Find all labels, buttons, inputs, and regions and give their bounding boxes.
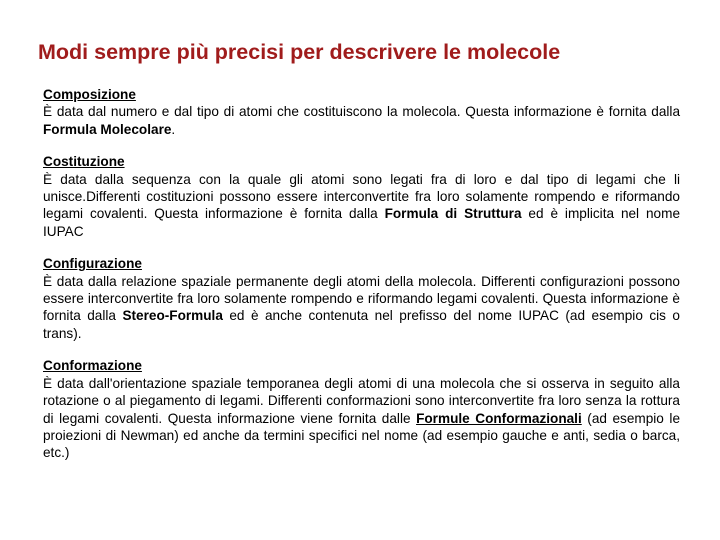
section-conformazione — [43, 357, 680, 461]
section-body — [43, 103, 680, 138]
body-text: ed è implicita nel nome IUPAC — [43, 206, 680, 239]
section-body — [43, 375, 680, 462]
body-text: È data dalla sequenza con la quale gli atomi sono legati fra di loro e dal tipo di legami che li unisce.Differenti costituzioni possono essere interconvertite fra loro solamente rompendo e riformando legami covalenti. Questa informazione è fornita dalla — [43, 171, 680, 222]
section-configurazione — [43, 255, 680, 342]
section-body — [43, 273, 680, 343]
body-text: È data dalla relazione spaziale permanente degli atomi della molecola. Differenti configurazioni possono essere interconvertite fra loro solamente rompendo e riformando legami covalenti. Questa informazione è fornita dalla — [43, 273, 680, 324]
highlighted-term: Formula di Struttura — [384, 206, 522, 222]
section-composizione — [43, 86, 680, 138]
highlighted-term: Stereo-Formula — [122, 308, 223, 324]
body-text: ed è anche contenuta nel prefisso del nome IUPAC (ad esempio cis o trans). — [43, 308, 680, 341]
highlighted-term: Formula Molecolare — [43, 121, 172, 137]
body-text: È data dal numero e dal tipo di atomi che costituiscono la molecola. Questa informazione è fornita dalla — [43, 104, 680, 120]
section-heading: Costituzione — [43, 154, 125, 170]
section-body — [43, 171, 680, 241]
section-heading: Conformazione — [43, 358, 142, 374]
body-text: (ad esempio le proiezioni di Newman) ed anche da termini specifici nel nome (ad esempio gauche e anti, sedia o barca, etc.) — [43, 410, 680, 461]
slide-content — [43, 86, 680, 477]
body-text: . — [171, 121, 176, 137]
slide-title: Modi sempre più precisi per descrivere le molecole — [38, 40, 561, 64]
section-heading: Configurazione — [43, 256, 142, 272]
section-heading: Composizione — [43, 87, 136, 102]
body-text: È data dall'orientazione spaziale temporanea degli atomi di una molecola che si osserva in seguito alla rotazione o al piegamento di legami. Differenti conformazioni sono interconvertite fra loro senza la rottura di legami covalenti. Questa informazione viene fornita dalle — [43, 375, 680, 426]
highlighted-term: Formule Conformazionali — [416, 410, 582, 426]
section-costituzione — [43, 153, 680, 240]
